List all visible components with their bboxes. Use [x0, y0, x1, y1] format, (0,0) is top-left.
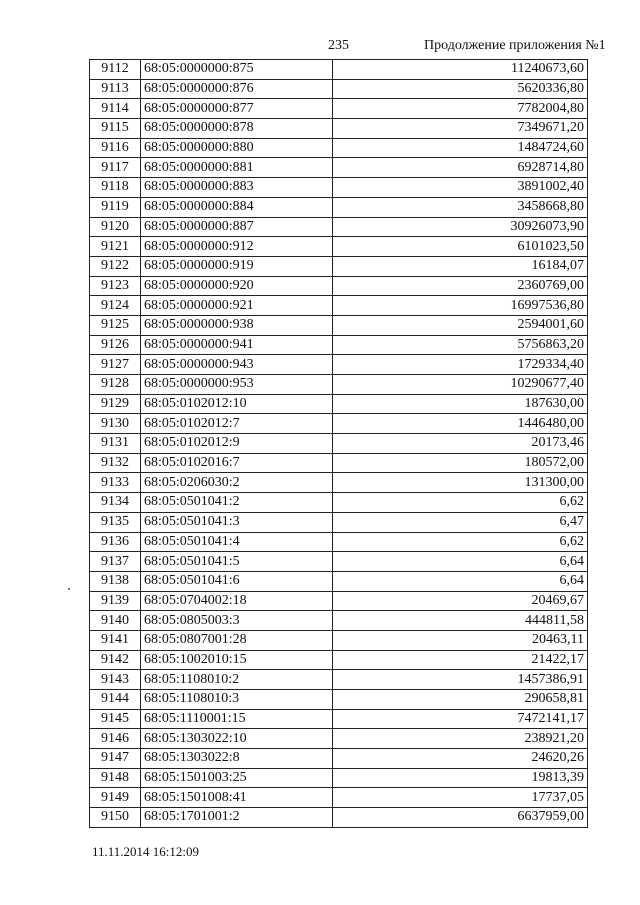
cadastral-number-cell: 68:05:0000000:919: [141, 256, 333, 276]
cadastral-number-cell: 68:05:0000000:878: [141, 119, 333, 139]
cadastral-number-cell: 68:05:1108010:2: [141, 670, 333, 690]
row-number-cell: 9139: [90, 591, 141, 611]
table-row: [90, 630, 588, 650]
cadastral-number-cell: 68:05:0206030:2: [141, 473, 333, 493]
margin-dot: [68, 588, 70, 590]
table-row: [90, 473, 588, 493]
table-row: [90, 611, 588, 631]
cadastral-value-cell: 16184,07: [333, 256, 588, 276]
table-row: [90, 315, 588, 335]
cadastral-value-cell: 131300,00: [333, 473, 588, 493]
cadastral-value-cell: 6,64: [333, 552, 588, 572]
cadastral-value-cell: 5756863,20: [333, 335, 588, 355]
row-number-cell: 9120: [90, 217, 141, 237]
cadastral-number-cell: 68:05:1110001:15: [141, 709, 333, 729]
cadastral-number-cell: 68:05:0807001:28: [141, 630, 333, 650]
row-number-cell: 9136: [90, 532, 141, 552]
cadastral-number-cell: 68:05:1303022:10: [141, 729, 333, 749]
cadastral-value-cell: 21422,17: [333, 650, 588, 670]
row-number-cell: 9133: [90, 473, 141, 493]
table-row: [90, 571, 588, 591]
table-body: [90, 60, 588, 828]
row-number-cell: 9130: [90, 414, 141, 434]
table-row: [90, 453, 588, 473]
row-number-cell: 9127: [90, 355, 141, 375]
cadastral-value-cell: 6,62: [333, 532, 588, 552]
table-row: [90, 217, 588, 237]
row-number-cell: 9121: [90, 237, 141, 257]
cadastral-number-cell: 68:05:0000000:876: [141, 79, 333, 99]
cadastral-value-cell: 1729334,40: [333, 355, 588, 375]
cadastral-number-cell: 68:05:0501041:4: [141, 532, 333, 552]
cadastral-number-cell: 68:05:0805003:3: [141, 611, 333, 631]
table-row: [90, 749, 588, 769]
row-number-cell: 9128: [90, 375, 141, 395]
row-number-cell: 9129: [90, 394, 141, 414]
cadastral-number-cell: 68:05:0102016:7: [141, 453, 333, 473]
row-number-cell: 9145: [90, 709, 141, 729]
table-row: [90, 296, 588, 316]
row-number-cell: 9124: [90, 296, 141, 316]
row-number-cell: 9137: [90, 552, 141, 572]
cadastral-value-cell: 6101023,50: [333, 237, 588, 257]
print-timestamp: 11.11.2014 16:12:09: [92, 844, 200, 859]
cadastral-number-cell: 68:05:0000000:912: [141, 237, 333, 257]
table-row: [90, 414, 588, 434]
cadastral-number-cell: 68:05:0000000:877: [141, 99, 333, 119]
row-number-cell: 9148: [90, 768, 141, 788]
row-number-cell: 9146: [90, 729, 141, 749]
table-row: [90, 119, 588, 139]
cadastral-number-cell: 68:05:0000000:880: [141, 138, 333, 158]
table-row: [90, 670, 588, 690]
table-row: [90, 493, 588, 513]
cadastral-number-cell: 68:05:0102012:10: [141, 394, 333, 414]
row-number-cell: 9117: [90, 158, 141, 178]
row-number-cell: 9147: [90, 749, 141, 769]
row-number-cell: 9115: [90, 119, 141, 139]
cadastral-number-cell: 68:05:0000000:875: [141, 60, 333, 80]
row-number-cell: 9119: [90, 197, 141, 217]
cadastral-value-cell: 444811,58: [333, 611, 588, 631]
cadastral-value-cell: 187630,00: [333, 394, 588, 414]
row-number-cell: 9150: [90, 808, 141, 828]
row-number-cell: 9118: [90, 178, 141, 198]
cadastral-value-cell: 6928714,80: [333, 158, 588, 178]
table-row: [90, 650, 588, 670]
table-row: [90, 99, 588, 119]
cadastral-value-cell: 6,47: [333, 512, 588, 532]
row-number-cell: 9134: [90, 493, 141, 513]
cadastral-value-cell: 3458668,80: [333, 197, 588, 217]
row-number-cell: 9123: [90, 276, 141, 296]
cadastral-value-cell: 6,62: [333, 493, 588, 513]
table-row: [90, 276, 588, 296]
table-row: [90, 729, 588, 749]
cadastral-number-cell: 68:05:0501041:6: [141, 571, 333, 591]
table-row: [90, 808, 588, 828]
cadastral-value-cell: 2360769,00: [333, 276, 588, 296]
cadastral-number-cell: 68:05:0000000:881: [141, 158, 333, 178]
cadastral-value-cell: 7472141,17: [333, 709, 588, 729]
table-row: [90, 237, 588, 257]
cadastral-number-cell: 68:05:1002010:15: [141, 650, 333, 670]
row-number-cell: 9125: [90, 315, 141, 335]
cadastral-value-cell: 20469,67: [333, 591, 588, 611]
cadastral-value-cell: 16997536,80: [333, 296, 588, 316]
cadastral-number-cell: 68:05:0000000:883: [141, 178, 333, 198]
cadastral-number-cell: 68:05:0000000:943: [141, 355, 333, 375]
cadastral-value-cell: 20173,46: [333, 434, 588, 454]
cadastral-value-cell: 11240673,60: [333, 60, 588, 80]
cadastral-number-cell: 68:05:0000000:920: [141, 276, 333, 296]
cadastral-number-cell: 68:05:1303022:8: [141, 749, 333, 769]
cadastral-number-cell: 68:05:0704002:18: [141, 591, 333, 611]
row-number-cell: 9135: [90, 512, 141, 532]
table-row: [90, 768, 588, 788]
table-row: [90, 138, 588, 158]
cadastral-value-cell: 2594001,60: [333, 315, 588, 335]
row-number-cell: 9140: [90, 611, 141, 631]
row-number-cell: 9122: [90, 256, 141, 276]
row-number-cell: 9113: [90, 79, 141, 99]
cadastral-number-cell: 68:05:0501041:5: [141, 552, 333, 572]
cadastral-number-cell: 68:05:0000000:938: [141, 315, 333, 335]
cadastral-number-cell: 68:05:0501041:2: [141, 493, 333, 513]
cadastral-number-cell: 68:05:1701001:2: [141, 808, 333, 828]
row-number-cell: 9141: [90, 630, 141, 650]
cadastral-number-cell: 68:05:1108010:3: [141, 690, 333, 710]
cadastral-value-cell: 20463,11: [333, 630, 588, 650]
row-number-cell: 9142: [90, 650, 141, 670]
row-number-cell: 9143: [90, 670, 141, 690]
table-row: [90, 788, 588, 808]
table-row: [90, 591, 588, 611]
table-row: [90, 158, 588, 178]
page-number: 235: [328, 38, 349, 53]
cadastral-value-cell: 1457386,91: [333, 670, 588, 690]
cadastral-value-table: [89, 59, 588, 828]
cadastral-value-cell: 180572,00: [333, 453, 588, 473]
row-number-cell: 9126: [90, 335, 141, 355]
table-row: [90, 60, 588, 80]
table-row: [90, 79, 588, 99]
cadastral-value-cell: 7782004,80: [333, 99, 588, 119]
row-number-cell: 9149: [90, 788, 141, 808]
row-number-cell: 9138: [90, 571, 141, 591]
table-row: [90, 690, 588, 710]
cadastral-value-cell: 24620,26: [333, 749, 588, 769]
cadastral-value-cell: 7349671,20: [333, 119, 588, 139]
cadastral-value-cell: 290658,81: [333, 690, 588, 710]
table-row: [90, 375, 588, 395]
table-row: [90, 256, 588, 276]
table-row: [90, 552, 588, 572]
cadastral-number-cell: 68:05:0000000:921: [141, 296, 333, 316]
cadastral-value-cell: 6637959,00: [333, 808, 588, 828]
cadastral-number-cell: 68:05:0000000:941: [141, 335, 333, 355]
row-number-cell: 9132: [90, 453, 141, 473]
table-row: [90, 394, 588, 414]
cadastral-number-cell: 68:05:0501041:3: [141, 512, 333, 532]
table-row: [90, 355, 588, 375]
cadastral-value-cell: 3891002,40: [333, 178, 588, 198]
table-row: [90, 197, 588, 217]
cadastral-value-cell: 5620336,80: [333, 79, 588, 99]
cadastral-number-cell: 68:05:0000000:953: [141, 375, 333, 395]
cadastral-value-cell: 238921,20: [333, 729, 588, 749]
appendix-continuation-note: Продолжение приложения №1: [424, 38, 606, 53]
table-row: [90, 434, 588, 454]
row-number-cell: 9131: [90, 434, 141, 454]
cadastral-number-cell: 68:05:0000000:884: [141, 197, 333, 217]
table-row: [90, 335, 588, 355]
cadastral-value-cell: 1484724,60: [333, 138, 588, 158]
table-row: [90, 512, 588, 532]
cadastral-number-cell: 68:05:0000000:887: [141, 217, 333, 237]
row-number-cell: 9114: [90, 99, 141, 119]
cadastral-value-cell: 1446480,00: [333, 414, 588, 434]
cadastral-number-cell: 68:05:1501003:25: [141, 768, 333, 788]
cadastral-value-cell: 19813,39: [333, 768, 588, 788]
cadastral-number-cell: 68:05:0102012:9: [141, 434, 333, 454]
cadastral-value-cell: 10290677,40: [333, 375, 588, 395]
row-number-cell: 9144: [90, 690, 141, 710]
table-row: [90, 532, 588, 552]
cadastral-number-cell: 68:05:0102012:7: [141, 414, 333, 434]
table-row: [90, 709, 588, 729]
cadastral-value-cell: 17737,05: [333, 788, 588, 808]
table-row: [90, 178, 588, 198]
row-number-cell: 9116: [90, 138, 141, 158]
row-number-cell: 9112: [90, 60, 141, 80]
cadastral-number-cell: 68:05:1501008:41: [141, 788, 333, 808]
cadastral-value-cell: 6,64: [333, 571, 588, 591]
cadastral-value-cell: 30926073,90: [333, 217, 588, 237]
